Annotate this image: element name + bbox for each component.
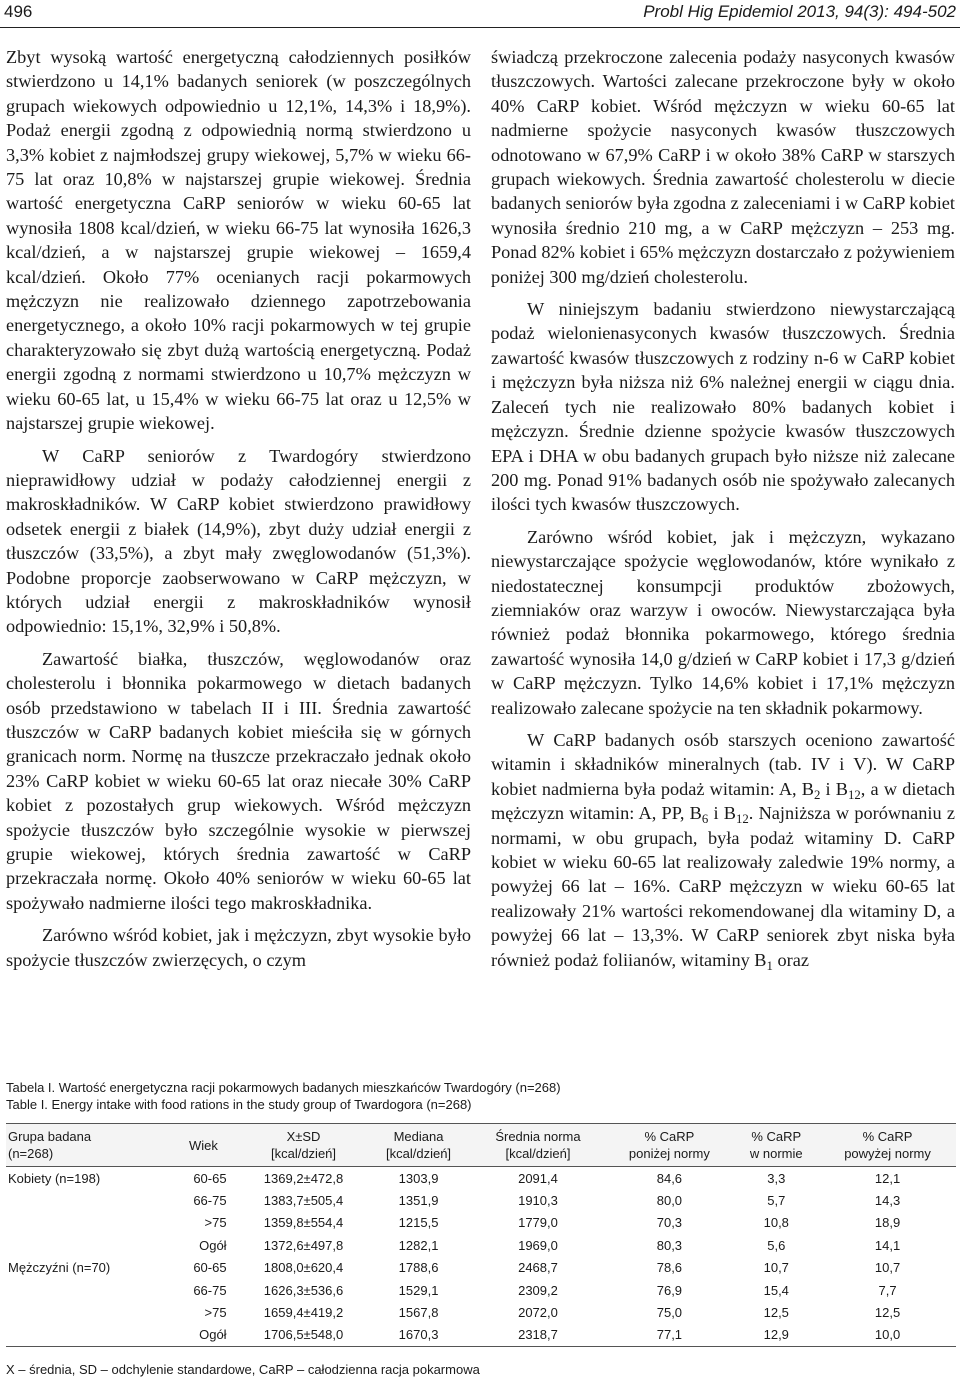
energy-table	[6, 1123, 956, 1347]
col-header-mean-sd: X±SD [kcal/dzień]	[241, 1124, 367, 1167]
text-run: i B	[708, 803, 736, 824]
paragraph: Zbyt wysoką wartość energetyczną całodziennych posiłków stwierdzono u 14,1% badanych seniorek (w poszczególnych grupach wiekowych odpowiednio u 12,1%, 14,3% i 18,9%). Podaż energii zgodną z odpowiednią normą stwierdzono u 3,3% kobiet z najmłodszej grupy wiekowej, 5,7% w wieku 66-75 lat oraz 10,8% w najstarszej grupie wiekowej. Średnia wartość energetyczna CaRP seniorów w wieku 60-65 lat wynosiła 1808 kcal/dzień, w wieku 66-75 lat wynosiła 1626,3 kcal/dzień, a w najstarszej grupie wiekowej – 1659,4 kcal/dzień. Około 77% ocenianych racji pokarmowych mężczyzn nie realizowało dziennego zapotrzebowania energetycznego, a około 10% racji pokarmowych w tej grupie charakteryzowało się zbyt dużą wartością energetyczną. Podaż energii zgodną z normami stwierdzono u 10,7% mężczyzn w wieku 60-65 lat, u 15,4% w wieku 66-75 lat oraz u 12,5% w najstarszej grupie wiekowej.	[6, 47, 471, 434]
table-caption-en: Table I. Energy intake with food rations in the study group of Twardogora (n=268)	[6, 1097, 472, 1112]
page-header	[0, 0, 960, 30]
page-number: 496	[4, 2, 33, 21]
paragraph: Zarówno wśród kobiet, jak i mężczyzn, wykazano niewystarczające spożycie węglowodanów, które wynikało z niedostatecznej konsumpcji produktów zbożowych, ziemniaków oraz warzyw i owoców. Niewystarczająca była również podaż błonnika pokarmowego, którego średnia zawartość wynosiła 14,0 g/dzień w CaRP kobiet i 17,3 g/dzień w CaRP mężczyzn. Tylko 14,6% kobiet i 17,1% mężczyzn realizowało zalecane spożycie na ten składnik pokarmowy.	[491, 526, 955, 718]
paragraph: świadczą przekroczone zalecenia podaży nasyconych kwasów tłuszczowych. Wartości zalecane przekroczone były w około 40% CaRP kobiet. Wśród mężczyzn w wieku 60-65 lat nadmierne spożycie nasyconych kwasów tłuszczowych odnotowano w 67,9% CaRP i w około 38% CaRP w starszych grupach wiekowych. Średnia zawartość cholesterolu w diecie badanych seniorów była zgodna z zaleceniami i w CaRP kobiet wynosiła średnio 210 mg, a w CaRP mężczyzn – 253 mg. Ponad 82% kobiet i 65% mężczyzn dostarczało z pożywieniem poniżej 300 mg/dzień cholesterolu.	[491, 47, 955, 287]
journal-citation: Probl Hig Epidemiol 2013, 94(3): 494-502	[643, 2, 956, 21]
paragraph: W CaRP seniorów z Twardogóry stwierdzono nieprawidłowy udział w podaży całodziennej energii z makroskładników. W CaRP kobiet stwierdzono prawidłowy odsetek energii z białek (14,9%), zbyt duży udział energii z tłuszczów (33,5%), a zbyt mały zwęglowodanów (51,3%). Podobne proporcje zaobserwowano w CaRP mężczyzn, w których udział energii z makroskładników wynosił odpowiednio: 15,1%, 32,9% i 50,8%.	[6, 445, 471, 637]
paragraph: Zarówno wśród kobiet, jak i mężczyzn, zbyt wysokie było spożycie tłuszczów zwierzęcych, o czym	[6, 925, 471, 970]
table-footnote: X – średnia, SD – odchylenie standardowe, CaRP – całodzienna racja pokarmowa	[6, 1362, 480, 1377]
table-row: Kobiety (n=198) 60-65 1369,2±472,8 1303,9 2091,4 84,6 3,3 12,1	[8, 1170, 901, 1186]
table-row: Ogół 1706,5±548,0 1670,3 2318,7 77,1 12,9 10,0	[6, 1324, 956, 1347]
col-header-within: % CaRP w normie	[733, 1124, 819, 1167]
table-row: Ogół 1372,6±497,8 1282,1 1969,0 80,3 5,6 14,1	[199, 1237, 901, 1253]
text-run: i B	[820, 778, 848, 799]
header-rule	[0, 27, 960, 28]
table-row: 66-75 1626,3±536,6 1529,1 2309,2 76,9 15,4 7,7	[193, 1282, 897, 1298]
col-header-above: % CaRP powyżej normy	[819, 1124, 956, 1167]
paragraph: W niniejszym badaniu stwierdzono niewystarczającą podaż wielonienasyconych kwasów tłuszczowych. Średnia zawartość kwasów tłuszczowych z rodziny n-6 w CaRP kobiet i mężczyzn była niższa niż 6% należnej energii w ciągu dnia. Zaleceń tych nie realizowało 80% badanych kobiet i mężczyzn. Średnie dzienne spożycie kwasów tłuszczowych EPA i DHA w obu badanych grupach było niższe niż zalecane 200 mg. Ponad 91% badanych osób nie spożywało zalecanych ilości tych kwasów tłuszczowych.	[491, 299, 955, 515]
paragraph-vitamins	[491, 728, 955, 972]
subscript: 6	[701, 812, 709, 827]
table-row: >75 1359,8±554,4 1215,5 1779,0 70,3 10,8 18,9	[204, 1215, 901, 1231]
paragraph: Zawartość białka, tłuszczów, węglowodanów oraz cholesterolu i błonnika pokarmowego w dietach badanych osób przedstawiono w tabelach II i III. Średnia zawartość tłuszczów w CaRP badanych kobiet mieściła się w górnych granicach norm. Normę na tłuszcze przekraczało jednak około 23% CaRP kobiet w wieku 60-65 lat oraz niecałe 30% CaRP kobiet z pozostałych grup wiekowych. Wśród mężczyzn spożycie tłuszczów było szczególnie wysokie w pierwszej grupie wiekowej, których średnia zawartość w CaRP przekraczała normę. Około 40% seniorów w wieku 60-65 lat spożywało nadmierne ilości tego makroskładnika.	[6, 648, 471, 913]
subscript: 1	[766, 958, 773, 973]
right-column	[491, 45, 955, 976]
table-header-row	[6, 1124, 956, 1167]
left-column	[6, 45, 471, 976]
text-run: W CaRP badanych osób starszych oceniono zawartość witamin i składników mineralnych (tab. IV i V). W CaRP kobiet nadmierna była podaż witamin: A, B	[491, 729, 955, 799]
subscript: 12	[735, 812, 749, 827]
col-header-median: Mediana [kcal/dzień]	[366, 1124, 470, 1167]
col-header-group: Grupa badana (n=268)	[6, 1124, 166, 1167]
subscript: 2	[813, 787, 821, 802]
table-row: Mężczyźni (n=70) 60-65 1808,0±620,4 1788,6 2468,7 78,6 10,7 10,7	[8, 1260, 901, 1276]
col-header-norm: Średnia norma [kcal/dzień]	[471, 1124, 606, 1167]
table-row: 66-75 1383,7±505,4 1351,9 1910,3 80,0 5,7 14,3	[193, 1193, 901, 1209]
text-run: oraz	[772, 949, 809, 970]
text-run: , a w dietach mężczyzn witamin: A, PP, B	[491, 778, 955, 824]
col-header-age: Wiek	[166, 1124, 240, 1167]
subscript: 12	[848, 787, 861, 802]
table-caption-pl: Tabela I. Wartość energetyczna racji pokarmowych badanych mieszkańców Twardogóry (n=268)	[6, 1080, 561, 1095]
table-captions	[6, 1079, 561, 1113]
text-run: . Najniższa w porównaniu z normami, w obu grupach, była podaż witaminy D. CaRP kobiet w wieku 60-65 lat realizowały zaledwie 19% normy, a powyżej 66 lat – 16%. CaRP mężczyzn w wieku 60-65 lat realizowały 21% wartości rekomendowanej dla witaminy D, a powyżej 66 lat – 13,3%. W CaRP seniorek zbyt niska była również podaż foliianów, witaminy B	[491, 803, 955, 970]
table-row: >75 1659,4±419,2 1567,8 2072,0 75,0 12,5 12,5	[204, 1305, 901, 1321]
col-header-below: % CaRP poniżej normy	[605, 1124, 733, 1167]
